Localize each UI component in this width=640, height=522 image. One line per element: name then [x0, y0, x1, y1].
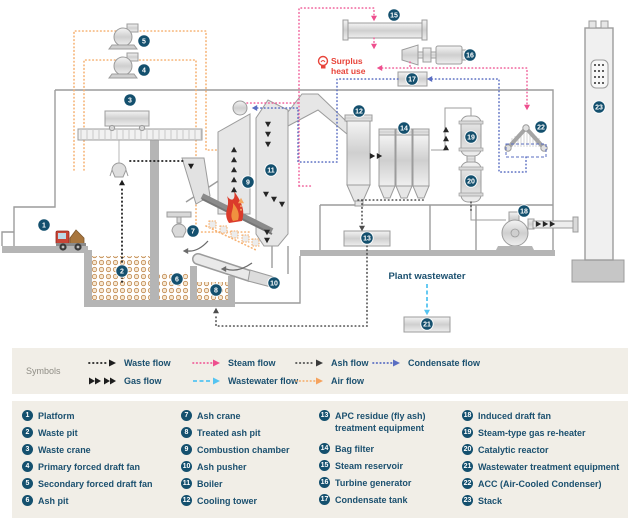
legend-label: Air flow [331, 376, 364, 386]
item-number-badge: 4 [22, 461, 33, 472]
item-label: Boiler [197, 479, 223, 489]
item-label: Condensate tank [335, 495, 408, 505]
item-label: Turbine generator [335, 478, 412, 488]
item-number-badge: 12 [182, 497, 191, 504]
item-number-badge: 19 [463, 429, 472, 436]
list-item-secondary-forced-draft-fan [22, 478, 179, 490]
svg-text:9: 9 [246, 179, 250, 187]
item-label: Catalytic reactor [478, 445, 549, 455]
list-item-stack [462, 495, 626, 507]
steam-flow-arrow-icon [192, 358, 222, 368]
svg-text:4: 4 [142, 67, 146, 75]
item-label: Waste crane [38, 445, 91, 455]
equipment-list-column-3 [319, 410, 459, 511]
item-number-badge: 7 [181, 410, 192, 421]
diagram-badge-8 [210, 284, 222, 296]
surplus-heat-label [319, 56, 366, 76]
item-number-badge: 16 [320, 479, 329, 486]
waste-flow-arrow-icon [88, 358, 118, 368]
diagram-badge-14 [398, 122, 410, 134]
legend-title: Symbols [26, 366, 61, 376]
list-item-waste-crane [22, 444, 179, 456]
svg-text:17: 17 [408, 76, 416, 84]
diagram-badge-4 [138, 64, 150, 76]
item-number-badge: 8 [181, 427, 192, 438]
item-number-badge: 1 [22, 410, 33, 421]
list-item-apc-residue-treatment [319, 410, 459, 434]
legend-item-condensate-flow [372, 358, 480, 368]
svg-text:22: 22 [537, 124, 545, 132]
item-number-badge: 11 [182, 480, 191, 487]
svg-text:1: 1 [42, 222, 46, 230]
equipment-list-column-4 [462, 410, 626, 512]
item-label: Ash pusher [197, 462, 247, 472]
item-label: Stack [478, 496, 503, 506]
wastewater-flow-arrow-icon [192, 376, 222, 386]
diagram-badge-12 [353, 105, 365, 117]
item-number-badge: 13 [320, 412, 329, 419]
svg-text:5: 5 [142, 38, 146, 46]
diagram-badge-3 [124, 94, 136, 106]
item-number-badge: 5 [22, 478, 33, 489]
diagram-badge-21 [421, 318, 433, 330]
list-item-cooling-tower [181, 495, 317, 507]
diagram-badge-18 [518, 205, 530, 217]
list-item-catalytic-reactor [462, 444, 626, 456]
legend-label: Gas flow [124, 376, 162, 386]
gas-flow-arrow-icon [88, 376, 118, 386]
list-item-treated-ash-pit [181, 427, 317, 439]
item-number-badge: 17 [320, 496, 329, 503]
item-number-badge: 22 [463, 480, 472, 487]
svg-text:7: 7 [191, 228, 195, 236]
list-item-induced-draft-fan [462, 410, 626, 422]
reactor-neck [467, 156, 475, 162]
legend-label: Steam flow [228, 358, 276, 368]
equipment-list-column-2 [181, 410, 317, 512]
item-number-badge: 2 [22, 427, 33, 438]
item-label: Treated ash pit [197, 428, 261, 438]
diagram-badge-1 [38, 219, 50, 231]
cooling-tower [345, 115, 372, 206]
item-label: Cooling tower [197, 496, 257, 506]
list-item-steam-reservoir [319, 460, 459, 472]
list-item-primary-forced-draft-fan [22, 461, 179, 473]
legend-item-waste-flow [88, 358, 171, 368]
stack [572, 21, 624, 282]
svg-text:12: 12 [355, 108, 363, 116]
symbols-legend [12, 348, 628, 394]
item-label: Secondary forced draft fan [38, 479, 153, 489]
svg-text:16: 16 [466, 52, 474, 60]
diagram-badge-19 [465, 131, 477, 143]
list-item-combustion-chamber [181, 444, 317, 456]
item-label: Ash crane [197, 411, 241, 421]
list-item-steam-type-gas-reheater [462, 427, 626, 439]
svg-text:6: 6 [175, 276, 179, 284]
item-number-badge: 10 [182, 463, 191, 470]
steam-reservoir [343, 20, 427, 40]
svg-text:19: 19 [467, 134, 475, 142]
diagram-badge-16 [464, 49, 476, 61]
svg-text:11: 11 [267, 167, 275, 175]
svg-text:10: 10 [270, 280, 278, 288]
diagram-badge-23 [593, 101, 605, 113]
list-item-boiler [181, 478, 317, 490]
air-flow-arrow-icon [295, 376, 325, 386]
item-number-badge: 9 [181, 444, 192, 455]
legend-label: Wastewater flow [228, 376, 299, 386]
legend-item-ash-flow [295, 358, 369, 368]
ash-flow-arrow-icon [295, 358, 325, 368]
svg-text:20: 20 [467, 178, 475, 186]
svg-text:Surplus: Surplus [331, 56, 363, 66]
svg-text:23: 23 [595, 104, 603, 112]
item-label: Induced draft fan [478, 411, 552, 421]
item-label: Ash pit [38, 496, 69, 506]
item-label: Steam reservoir [335, 461, 404, 471]
diagram-badge-13 [361, 232, 373, 244]
item-number-badge: 21 [463, 463, 472, 470]
svg-text:3: 3 [128, 97, 132, 105]
equipment-list [12, 401, 628, 518]
svg-text:15: 15 [390, 12, 398, 20]
list-item-ash-crane [181, 410, 317, 422]
plant-wastewater-label: Plant wastewater [388, 271, 466, 282]
svg-text:2: 2 [120, 268, 124, 276]
item-label: Platform [38, 411, 75, 421]
item-label: Primary forced draft fan [38, 462, 141, 472]
legend-label: Condensate flow [408, 358, 481, 368]
legend-item-wastewater-flow [192, 376, 298, 386]
condensate-flow-arrow-icon [372, 358, 402, 368]
item-label: Waste pit [38, 428, 78, 438]
svg-text:13: 13 [363, 235, 371, 243]
item-number-badge: 6 [22, 495, 33, 506]
svg-text:heat use: heat use [331, 66, 366, 76]
equipment-list-column-1 [22, 410, 179, 512]
item-label: APC residue (fly ash) treatment equipment [335, 411, 426, 433]
legend-item-gas-flow [88, 376, 162, 386]
svg-text:8: 8 [214, 287, 218, 295]
diagram-badge-6 [171, 273, 183, 285]
diagram-badge-9 [242, 176, 254, 188]
primary-forced-draft-fan [109, 53, 138, 78]
legend-label: Ash flow [331, 358, 369, 368]
turbine-generator [402, 45, 466, 65]
diagram-badge-17 [406, 73, 418, 85]
svg-text:14: 14 [400, 125, 408, 133]
item-number-badge: 3 [22, 444, 33, 455]
item-label: ACC (Air-Cooled Condenser) [478, 479, 602, 489]
legend-item-steam-flow [192, 358, 276, 368]
diagram-badge-10 [268, 277, 280, 289]
diagram-badge-20 [465, 175, 477, 187]
item-label: Combustion chamber [197, 445, 290, 455]
list-item-acc-air-cooled-condenser [462, 478, 626, 490]
waste-crane [78, 111, 202, 177]
list-item-turbine-generator [319, 477, 459, 489]
list-item-wastewater-treatment-equipment [462, 461, 626, 473]
item-label: Bag filter [335, 444, 375, 454]
diagram-badge-2 [116, 265, 128, 277]
svg-text:21: 21 [423, 321, 431, 329]
steam-drum [233, 101, 247, 115]
item-number-badge: 15 [320, 462, 329, 469]
item-number-badge: 20 [463, 446, 472, 453]
induced-draft-fan [495, 212, 578, 252]
waste-pit [92, 256, 150, 300]
secondary-forced-draft-fan [109, 24, 138, 49]
item-number-badge: 18 [463, 412, 472, 419]
list-item-waste-pit [22, 427, 179, 439]
list-item-bag-filter [319, 443, 459, 455]
item-label: Steam-type gas re-heater [478, 428, 586, 438]
diagram-badge-22 [535, 121, 547, 133]
wastewater-flow-line [424, 284, 430, 315]
item-label: Wastewater treatment equipment [478, 462, 620, 472]
diagram-badge-15 [388, 9, 400, 21]
diagram-badge-11 [265, 164, 277, 176]
item-number-badge: 23 [463, 497, 472, 504]
legend-item-air-flow [295, 376, 364, 386]
list-item-ash-pusher [181, 461, 317, 473]
item-number-badge: 14 [320, 445, 329, 452]
diagram-badge-7 [187, 225, 199, 237]
legend-label: Waste flow [124, 358, 171, 368]
svg-text:18: 18 [520, 208, 528, 216]
bag-filter [379, 129, 429, 198]
list-item-ash-pit [22, 495, 179, 507]
list-item-condensate-tank [319, 494, 459, 506]
diagram-badge-5 [138, 35, 150, 47]
list-item-platform [22, 410, 179, 422]
